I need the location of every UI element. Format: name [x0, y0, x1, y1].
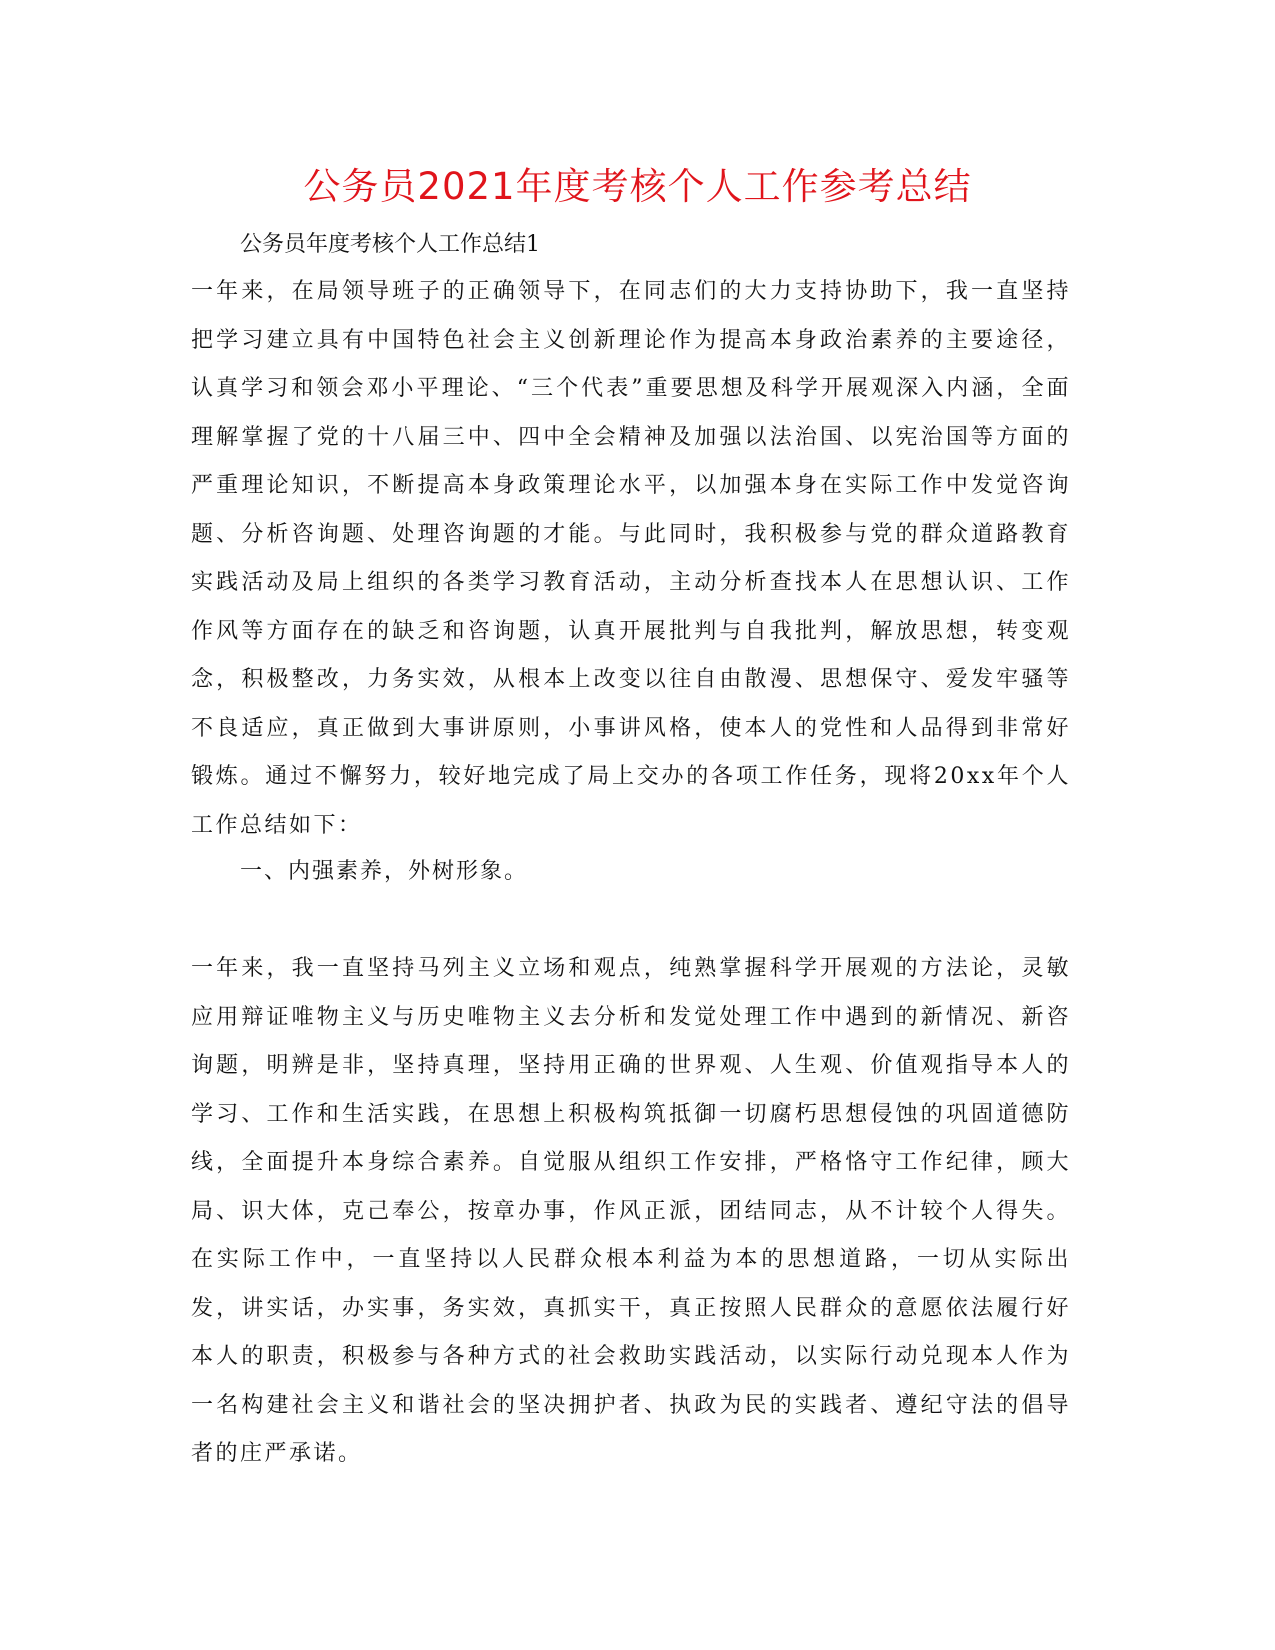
document-title: 公务员2021年度考核个人工作参考总结: [303, 165, 972, 208]
paragraph-intro: 一年来，在局领导班子的正确领导下，在同志们的大力支持协助下，我一直坚持把学习建立具有中国特色社会主义创新理论作为提高本身政治素养的主要途径，认真学习和领会邓小平理论、“三个代表”重要思想及科学开展观深入内涵，全面理解掌握了党的十八届三中、四中全会精神及加强以法治国、以宪治国等方面的严重理论知识，不断提高本身政策理论水平，以加强本身在实际工作中发觉咨询题、分析咨询题、处理咨询题的才能。与此同时，我积极参与党的群众道路教育实践活动及局上组织的各类学习教育活动，主动分析查找本人在思想认识、工作作风等方面存在的缺乏和咨询题，认真开展批判与自我批判，解放思想，转变观念，积极整改，力务实效，从根本上改变以往自由散漫、思想保守、爱发牢骚等不良适应，真正做到大事讲原则，小事讲风格，使本人的党性和人品得到非常好锻炼。通过不懈努力，较好地完成了局上交办的各项工作任务，现将20xx年个人工作总结如下：: [191, 279, 1071, 838]
document-subtitle: 公务员年度考核个人工作总结1: [240, 232, 540, 257]
paragraph-section-one: 一年来，我一直坚持马列主义立场和观点，纯熟掌握科学开展观的方法论，灵敏应用辩证唯物主义与历史唯物主义去分析和发觉处理工作中遇到的新情况、新咨询题，明辨是非，坚持真理，坚持用正确的世界观、人生观、价值观指导本人的学习、工作和生活实践，在思想上积极构筑抵御一切腐朽思想侵蚀的巩固道德防线，全面提升本身综合素养。自觉服从组织工作安排，严格恪守工作纪律，顾大局、识大体，克己奉公，按章办事，作风正派，团结同志，从不计较个人得失。在实际工作中，一直坚持以人民群众根本利益为本的思想道路，一切从实际出发，讲实话，办实事，务实效，真抓实干，真正按照人民群众的意愿依法履行好本人的职责，积极参与各种方式的社会救助实践活动，以实际行动兑现本人作为一名构建社会主义和谐社会的坚决拥护者、执政为民的实践者、遵纪守法的倡导者的庄严承诺。: [191, 956, 1071, 1466]
section-heading: 一、内强素养，外树形象。: [240, 859, 529, 884]
